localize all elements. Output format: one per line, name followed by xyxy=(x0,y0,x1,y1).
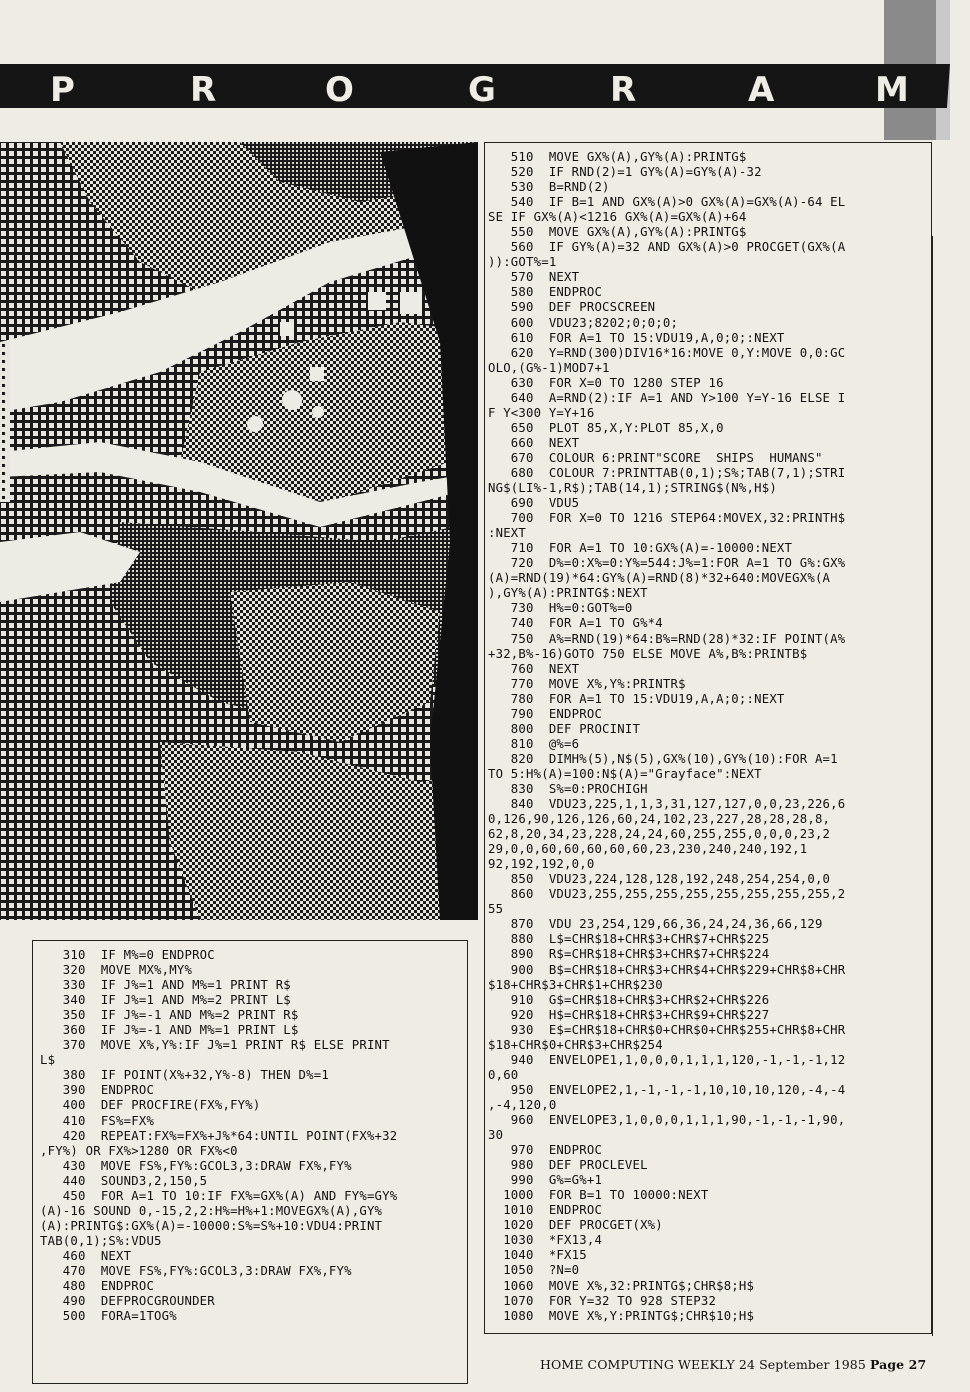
code-line: 1050 ?N=0 xyxy=(488,1263,580,1278)
banner-letter: R xyxy=(610,70,637,110)
code-line: 890 R$=CHR$18+CHR$3+CHR$7+CHR$224 xyxy=(488,947,770,962)
code-line: 410 FS%=FX% xyxy=(40,1113,155,1128)
code-line: 740 FOR A=1 TO G%*4 xyxy=(488,616,663,631)
column-rule xyxy=(932,236,933,1336)
code-line: 950 ENVELOPE2,1,-1,-1,-1,10,10,10,120,-4,-4 xyxy=(488,1082,846,1097)
magazine-credit: HOME COMPUTING WEEKLY 24 September 1985 xyxy=(540,1357,866,1372)
code-line: 720 D%=0:X%=0:Y%=544:J%=1:FOR A=1 TO G%:GX% xyxy=(488,556,846,571)
code-line: 330 IF J%=1 AND M%=1 PRINT R$ xyxy=(40,978,291,993)
code-line: :NEXT xyxy=(488,526,527,541)
code-line: 460 NEXT xyxy=(40,1248,132,1263)
code-line: 400 DEF PROCFIRE(FX%,FY%) xyxy=(40,1098,261,1113)
code-line: 750 A%=RND(19)*64:B%=RND(28)*32:IF POINT(A% xyxy=(488,631,846,646)
code-line: 730 H%=0:GOT%=0 xyxy=(488,601,633,616)
game-screenshot-image xyxy=(0,142,478,920)
code-line: 810 @%=6 xyxy=(488,736,580,751)
code-line: 700 FOR X=0 TO 1216 STEP64:MOVEX,32:PRINTH$ xyxy=(488,511,846,526)
code-line: 630 FOR X=0 TO 1280 STEP 16 xyxy=(488,375,724,390)
code-line: 390 ENDPROC xyxy=(40,1083,155,1098)
code-line: 350 IF J%=-1 AND M%=2 PRINT R$ xyxy=(40,1008,299,1023)
code-line: 1020 DEF PROCGET(X%) xyxy=(488,1218,663,1233)
code-line: 1010 ENDPROC xyxy=(488,1203,603,1218)
code-line: 310 IF M%=0 ENDPROC xyxy=(40,948,215,962)
dither-landscape-graphic xyxy=(0,142,478,920)
code-line: 0,126,90,126,126,60,24,102,23,227,28,28,28,8, xyxy=(488,812,831,827)
code-line: 980 DEF PROCLEVEL xyxy=(488,1158,648,1173)
code-line: 960 ENVELOPE3,1,0,0,0,1,1,1,90,-1,-1,-1,90, xyxy=(488,1113,846,1127)
code-line: 420 REPEAT:FX%=FX%+J%*64:UNTIL POINT(FX%+32 xyxy=(40,1128,398,1143)
code-line: 860 VDU23,255,255,255,255,255,255,255,255,2 xyxy=(488,887,846,902)
code-line: 370 MOVE X%,Y%:IF J%=1 PRINT R$ ELSE PRINT xyxy=(40,1038,390,1053)
code-line: 930 E$=CHR$18+CHR$0+CHR$0+CHR$255+CHR$8+CHR xyxy=(488,1022,846,1037)
code-line: 1080 MOVE X%,Y:PRINTG$;CHR$10;H$ xyxy=(488,1308,755,1323)
code-line: 690 VDU5 xyxy=(488,496,580,511)
code-line: NG$(LI%-1,R$);TAB(14,1);STRING$(N%,H$) xyxy=(488,481,777,496)
code-line: 790 ENDPROC xyxy=(488,706,603,721)
code-line: 520 IF RND(2)=1 GY%(A)=GY%(A)-32 xyxy=(488,165,762,180)
code-line: TAB(0,1);S%:VDU5 xyxy=(40,1233,162,1248)
banner-letter: R xyxy=(190,70,217,110)
code-line: 820 DIMH%(5),N$(5),GX%(10),GY%(10):FOR A=1 xyxy=(488,751,838,766)
code-line: +32,B%-16)GOTO 750 ELSE MOVE A%,B%:PRINTB$ xyxy=(488,646,808,661)
program-banner-letters xyxy=(0,64,950,108)
code-line: 970 ENDPROC xyxy=(488,1143,603,1158)
code-line: 490 DEFPROCGROUNDER xyxy=(40,1294,215,1309)
code-line: 620 Y=RND(300)DIV16*16:MOVE 0,Y:MOVE 0,0:GC xyxy=(488,345,846,360)
code-line: 710 FOR A=1 TO 10:GX%(A)=-10000:NEXT xyxy=(488,541,793,556)
code-line: 770 MOVE X%,Y%:PRINTR$ xyxy=(488,676,686,691)
code-line: 1030 *FX13,4 xyxy=(488,1233,603,1248)
code-line: TO 5:H%(A)=100:N$(A)="Grayface":NEXT xyxy=(488,766,762,781)
code-line: 430 MOVE FS%,FY%:GCOL3,3:DRAW FX%,FY% xyxy=(40,1158,352,1173)
code-line: 92,192,192,0,0 xyxy=(488,857,595,872)
code-line: 920 H$=CHR$18+CHR$3+CHR$9+CHR$227 xyxy=(488,1007,770,1022)
code-line: 830 S%=0:PROCHIGH xyxy=(488,781,648,796)
code-line: 530 B=RND(2) xyxy=(488,180,610,195)
code-line: 610 FOR A=1 TO 15:VDU19,A,0;0;:NEXT xyxy=(488,330,785,345)
code-line: 560 IF GY%(A)=32 AND GX%(A)>0 PROCGET(GX%(A xyxy=(488,240,846,255)
code-line: 640 A=RND(2):IF A=1 AND Y>100 Y=Y-16 ELSE I xyxy=(488,390,846,405)
code-line: (A)=RND(19)*64:GY%(A)=RND(8)*32+640:MOVEGX%(A xyxy=(488,571,831,586)
code-line: 1070 FOR Y=32 TO 928 STEP32 xyxy=(488,1293,717,1308)
code-line: OLO,(G%-1)MOD7+1 xyxy=(488,360,610,375)
code-line: 470 MOVE FS%,FY%:GCOL3,3:DRAW FX%,FY% xyxy=(40,1263,352,1278)
page-footer xyxy=(540,1357,926,1372)
code-line: 540 IF B=1 AND GX%(A)>0 GX%(A)=GX%(A)-64 EL xyxy=(488,195,846,210)
code-line: 55 xyxy=(488,902,504,917)
code-line: 940 ENVELOPE1,1,0,0,0,1,1,1,120,-1,-1,-1,12 xyxy=(488,1052,846,1067)
code-line: 1060 MOVE X%,32:PRINTG$;CHR$8;H$ xyxy=(488,1278,755,1293)
page-number: Page 27 xyxy=(869,1357,927,1372)
code-line: 660 NEXT xyxy=(488,435,580,450)
code-line: $18+CHR$0+CHR$3+CHR$254 xyxy=(488,1037,663,1052)
code-line: 870 VDU 23,254,129,66,36,24,24,36,66,129 xyxy=(488,917,823,932)
code-listing-left xyxy=(40,948,397,1324)
code-line: 62,8,20,34,23,228,24,24,60,255,255,0,0,0,23,2 xyxy=(488,827,831,842)
banner-letter: O xyxy=(325,70,354,110)
code-line: 680 COLOUR 7:PRINTTAB(0,1);S%;TAB(7,1);STRI xyxy=(488,465,846,480)
code-line: 29,0,0,60,60,60,60,60,23,230,240,240,192,1 xyxy=(488,842,808,857)
code-line: 910 G$=CHR$18+CHR$3+CHR$2+CHR$226 xyxy=(488,992,770,1007)
code-line: 440 SOUND3,2,150,5 xyxy=(40,1173,208,1188)
code-line: 850 VDU23,224,128,128,192,248,254,254,0,0 xyxy=(488,872,831,887)
code-line: L$ xyxy=(40,1053,56,1068)
code-line: 800 DEF PROCINIT xyxy=(488,721,641,736)
banner-letter: P xyxy=(50,70,75,110)
banner-letter: G xyxy=(468,70,496,110)
code-line: 760 NEXT xyxy=(488,661,580,676)
code-line: 480 ENDPROC xyxy=(40,1279,155,1294)
code-line: 900 B$=CHR$18+CHR$3+CHR$4+CHR$229+CHR$8+CHR xyxy=(488,962,846,977)
code-line: (A):PRINTG$:GX%(A)=-10000:S%=S%+10:VDU4:PRINT xyxy=(40,1218,383,1233)
code-line: F Y<300 Y=Y+16 xyxy=(488,405,595,420)
code-line: 600 VDU23;8202;0;0;0; xyxy=(488,315,679,330)
code-line: 320 MOVE MX%,MY% xyxy=(40,963,193,978)
code-line: 580 ENDPROC xyxy=(488,285,603,300)
code-line: 340 IF J%=1 AND M%=2 PRINT L$ xyxy=(40,993,291,1008)
code-line: 650 PLOT 85,X,Y:PLOT 85,X,0 xyxy=(488,420,724,435)
code-line: 500 FORA=1TOG% xyxy=(40,1309,177,1324)
code-line: $18+CHR$3+CHR$1+CHR$230 xyxy=(488,977,663,992)
code-line: )):GOT%=1 xyxy=(488,255,557,270)
code-line: ,-4,120,0 xyxy=(488,1097,557,1112)
code-line: 380 IF POINT(X%+32,Y%-8) THEN D%=1 xyxy=(40,1068,329,1083)
code-line: ,FY%) OR FX%>1280 OR FX%<0 xyxy=(40,1143,238,1158)
code-line: 360 IF J%=-1 AND M%=1 PRINT L$ xyxy=(40,1023,299,1038)
code-line: 0,60 xyxy=(488,1067,519,1082)
code-line: 840 VDU23,225,1,1,3,31,127,127,0,0,23,226,6 xyxy=(488,797,846,812)
banner-letter: M xyxy=(875,70,909,110)
code-line: 670 COLOUR 6:PRINT"SCORE SHIPS HUMANS" xyxy=(488,450,823,465)
code-line: 780 FOR A=1 TO 15:VDU19,A,A;0;:NEXT xyxy=(488,691,785,706)
code-line: 590 DEF PROCSCREEN xyxy=(488,300,656,315)
code-line: ),GY%(A):PRINTG$:NEXT xyxy=(488,586,648,601)
code-line: 990 G%=G%+1 xyxy=(488,1173,603,1188)
code-line: 550 MOVE GX%(A),GY%(A):PRINTG$ xyxy=(488,225,747,240)
code-line: 510 MOVE GX%(A),GY%(A):PRINTG$ xyxy=(488,150,747,164)
code-line: SE IF GX%(A)<1216 GX%(A)=GX%(A)+64 xyxy=(488,210,747,225)
banner-letter: A xyxy=(748,70,775,110)
code-line: 1000 FOR B=1 TO 10000:NEXT xyxy=(488,1188,709,1203)
code-line: (A)-16 SOUND 0,-15,2,2:H%=H%+1:MOVEGX%(A),GY% xyxy=(40,1203,383,1218)
code-listing-right xyxy=(488,150,845,1324)
code-line: 570 NEXT xyxy=(488,270,580,285)
code-line: 30 xyxy=(488,1128,504,1143)
code-line: 1040 *FX15 xyxy=(488,1248,587,1263)
code-line: 450 FOR A=1 TO 10:IF FX%=GX%(A) AND FY%=GY% xyxy=(40,1188,398,1203)
code-line: 880 L$=CHR$18+CHR$3+CHR$7+CHR$225 xyxy=(488,932,770,947)
